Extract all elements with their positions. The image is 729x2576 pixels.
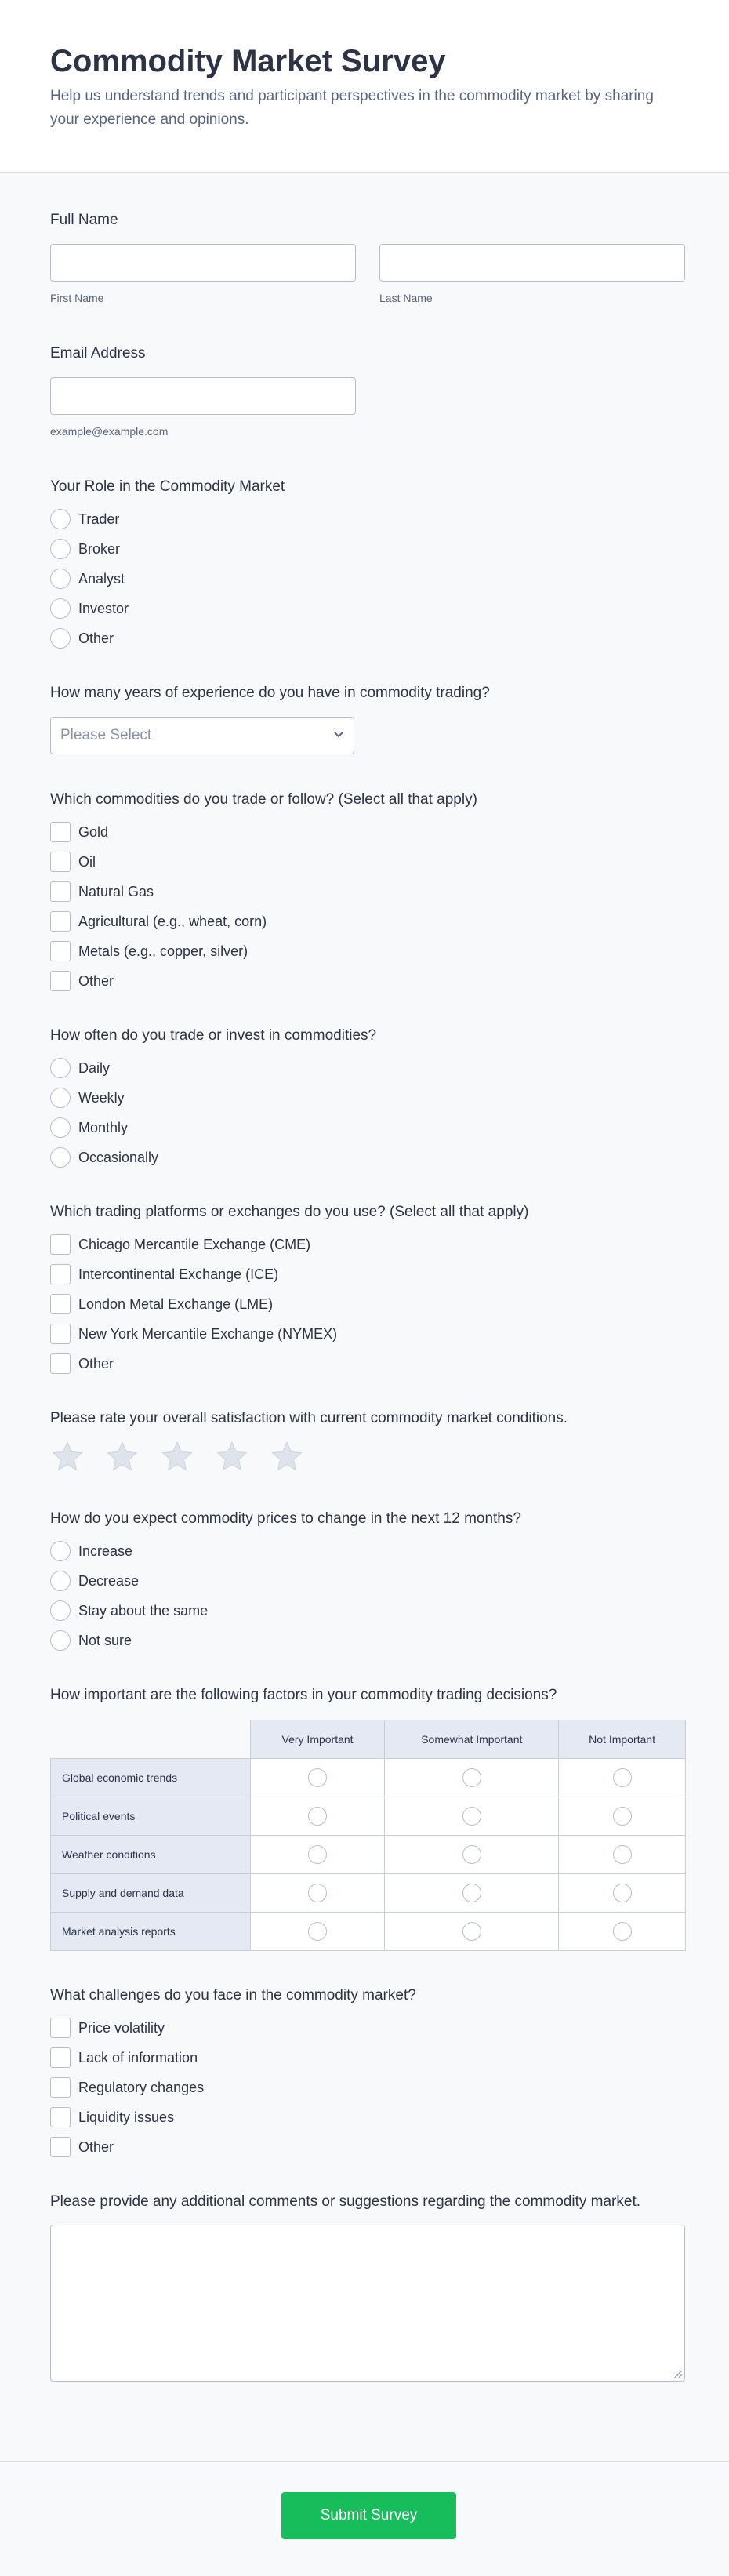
experience-select[interactable] <box>50 717 354 754</box>
role-option[interactable]: Analyst <box>50 564 729 594</box>
challenge-option[interactable]: Regulatory changes <box>50 2073 729 2102</box>
factors-label: How important are the following factors in your commodity trading decisions? <box>50 1687 557 1703</box>
platforms-question <box>50 1202 729 1379</box>
matrix-corner <box>51 1720 251 1759</box>
matrix-radio[interactable] <box>308 1922 327 1941</box>
checkbox[interactable] <box>50 1353 71 1374</box>
matrix-radio[interactable] <box>462 1768 481 1787</box>
matrix-row <box>51 1874 686 1913</box>
challenges-label: What challenges do you face in the commodity market? <box>50 1987 416 2004</box>
matrix-radio[interactable] <box>308 1884 327 1902</box>
challenge-option[interactable]: Other <box>50 2132 729 2162</box>
checkbox[interactable] <box>50 2077 71 2098</box>
role-label: Your Role in the Commodity Market <box>50 478 285 495</box>
star-icon[interactable] <box>50 1440 85 1474</box>
platform-option[interactable]: London Metal Exchange (LME) <box>50 1289 729 1319</box>
frequency-label: How often do you trade or invest in commodities? <box>50 1027 377 1044</box>
frequency-option[interactable]: Occasionally <box>50 1143 729 1172</box>
experience-label: How many years of experience do you have in commodity trading? <box>50 685 490 701</box>
checkbox[interactable] <box>50 2137 71 2157</box>
form-header <box>0 0 729 173</box>
radio-button[interactable] <box>50 1147 71 1168</box>
platform-option[interactable]: New York Mercantile Exchange (NYMEX) <box>50 1319 729 1349</box>
checkbox[interactable] <box>50 1234 71 1255</box>
form-footer <box>0 2461 729 2576</box>
matrix-radio[interactable] <box>462 1845 481 1864</box>
radio-button[interactable] <box>50 1088 71 1108</box>
role-option[interactable]: Investor <box>50 594 729 623</box>
form-title: Commodity Market Survey <box>50 44 446 78</box>
checkbox[interactable] <box>50 1294 71 1314</box>
commodity-option[interactable]: Oil <box>50 847 729 877</box>
star-icon[interactable] <box>215 1440 249 1474</box>
experience-placeholder: Please Select <box>60 727 152 743</box>
comments-textarea[interactable] <box>50 2225 685 2382</box>
price-option[interactable]: Not sure <box>50 1626 729 1655</box>
radio-button[interactable] <box>50 569 71 589</box>
prices-label: How do you expect commodity prices to change in the next 12 months? <box>50 1510 521 1527</box>
matrix-column-header: Very Important <box>250 1720 385 1759</box>
role-option[interactable]: Other <box>50 623 729 653</box>
matrix-row <box>51 1913 686 1951</box>
radio-button[interactable] <box>50 1600 71 1621</box>
star-icon[interactable] <box>270 1440 304 1474</box>
prices-question <box>50 1509 729 1655</box>
matrix-radio[interactable] <box>613 1845 632 1864</box>
checkbox[interactable] <box>50 881 71 902</box>
matrix-radio[interactable] <box>462 1884 481 1902</box>
radio-button[interactable] <box>50 598 71 619</box>
price-option[interactable]: Decrease <box>50 1566 729 1596</box>
challenge-option[interactable]: Price volatility <box>50 2013 729 2043</box>
checkbox[interactable] <box>50 2018 71 2038</box>
checkbox[interactable] <box>50 911 71 932</box>
radio-button[interactable] <box>50 509 71 529</box>
survey-form <box>0 210 729 2382</box>
checkbox[interactable] <box>50 1264 71 1284</box>
radio-button[interactable] <box>50 1541 71 1561</box>
email-label: Email Address <box>50 345 146 362</box>
frequency-question <box>50 1026 729 1172</box>
platform-option[interactable]: Other <box>50 1349 729 1379</box>
last-name-sublabel: Last Name <box>379 292 433 304</box>
matrix-row-label: Weather conditions <box>51 1836 251 1874</box>
comments-question <box>50 2192 685 2382</box>
checkbox[interactable] <box>50 852 71 872</box>
matrix-radio[interactable] <box>613 1922 632 1941</box>
matrix-radio[interactable] <box>613 1884 632 1902</box>
commodities-question <box>50 790 729 996</box>
challenges-question <box>50 1986 729 2162</box>
full-name-question <box>50 210 729 306</box>
matrix-radio[interactable] <box>308 1768 327 1787</box>
matrix-row <box>51 1797 686 1836</box>
matrix-row-label: Market analysis reports <box>51 1913 251 1951</box>
role-question <box>50 477 729 653</box>
matrix-row-label: Global economic trends <box>51 1759 251 1797</box>
commodity-option[interactable]: Agricultural (e.g., wheat, corn) <box>50 907 729 936</box>
matrix-radio[interactable] <box>462 1922 481 1941</box>
satisfaction-label: Please rate your overall satisfaction with current commodity market conditions. <box>50 1410 568 1426</box>
matrix-column-header: Somewhat Important <box>385 1720 559 1759</box>
commodity-option[interactable]: Metals (e.g., copper, silver) <box>50 936 729 966</box>
checkbox[interactable] <box>50 822 71 842</box>
resize-handle-icon[interactable] <box>674 2371 682 2378</box>
matrix-radio[interactable] <box>308 1845 327 1864</box>
platforms-label: Which trading platforms or exchanges do you use? (Select all that apply) <box>50 1204 529 1220</box>
commodity-option[interactable]: Gold <box>50 817 729 847</box>
matrix-column-header: Not Important <box>559 1720 686 1759</box>
star-icon[interactable] <box>160 1440 194 1474</box>
checkbox[interactable] <box>50 2107 71 2127</box>
matrix-row-label: Political events <box>51 1797 251 1836</box>
role-option[interactable]: Broker <box>50 534 729 564</box>
matrix-radio[interactable] <box>308 1807 327 1826</box>
challenge-option[interactable]: Liquidity issues <box>50 2102 729 2132</box>
platform-option[interactable]: Chicago Mercantile Exchange (CME) <box>50 1230 729 1259</box>
satisfaction-question <box>50 1408 729 1474</box>
submit-button[interactable]: Submit Survey <box>281 2492 456 2539</box>
email-sublabel: example@example.com <box>50 425 169 438</box>
email-input[interactable] <box>50 377 356 415</box>
price-option[interactable]: Stay about the same <box>50 1596 729 1626</box>
radio-button[interactable] <box>50 539 71 559</box>
radio-button[interactable] <box>50 1058 71 1078</box>
radio-button[interactable] <box>50 628 71 649</box>
matrix-row-label: Supply and demand data <box>51 1874 251 1913</box>
frequency-option[interactable]: Monthly <box>50 1113 729 1143</box>
frequency-option[interactable]: Weekly <box>50 1083 729 1113</box>
commodities-label: Which commodities do you trade or follow? (Select all that apply) <box>50 791 477 808</box>
first-name-sublabel: First Name <box>50 292 104 304</box>
comments-label: Please provide any additional comments or suggestions regarding the commodity market. <box>50 2193 640 2210</box>
factors-matrix <box>50 1720 686 1951</box>
factors-question <box>50 1685 729 1951</box>
checkbox[interactable] <box>50 941 71 961</box>
chevron-down-icon <box>333 728 344 743</box>
checkbox[interactable] <box>50 2047 71 2068</box>
matrix-row <box>51 1836 686 1874</box>
radio-button[interactable] <box>50 1117 71 1138</box>
experience-question <box>50 683 729 754</box>
full-name-label: Full Name <box>50 212 118 228</box>
frequency-option[interactable]: Daily <box>50 1053 729 1083</box>
role-option[interactable]: Trader <box>50 504 729 534</box>
radio-button[interactable] <box>50 1571 71 1591</box>
matrix-radio[interactable] <box>613 1807 632 1826</box>
price-option[interactable]: Increase <box>50 1536 729 1566</box>
checkbox[interactable] <box>50 1324 71 1344</box>
radio-button[interactable] <box>50 1630 71 1651</box>
challenge-option[interactable]: Lack of information <box>50 2043 729 2073</box>
matrix-radio[interactable] <box>613 1768 632 1787</box>
commodity-option[interactable]: Natural Gas <box>50 877 729 907</box>
form-description: Help us understand trends and participant perspectives in the commodity market by sharing your experience and opinions. <box>50 88 654 128</box>
star-rating <box>50 1440 729 1474</box>
last-name-input[interactable] <box>379 244 685 282</box>
star-icon[interactable] <box>105 1440 140 1474</box>
checkbox[interactable] <box>50 971 71 991</box>
commodity-option[interactable]: Other <box>50 966 729 996</box>
matrix-row <box>51 1759 686 1797</box>
email-question <box>50 343 729 439</box>
matrix-radio[interactable] <box>462 1807 481 1826</box>
first-name-input[interactable] <box>50 244 356 282</box>
platform-option[interactable]: Intercontinental Exchange (ICE) <box>50 1259 729 1289</box>
